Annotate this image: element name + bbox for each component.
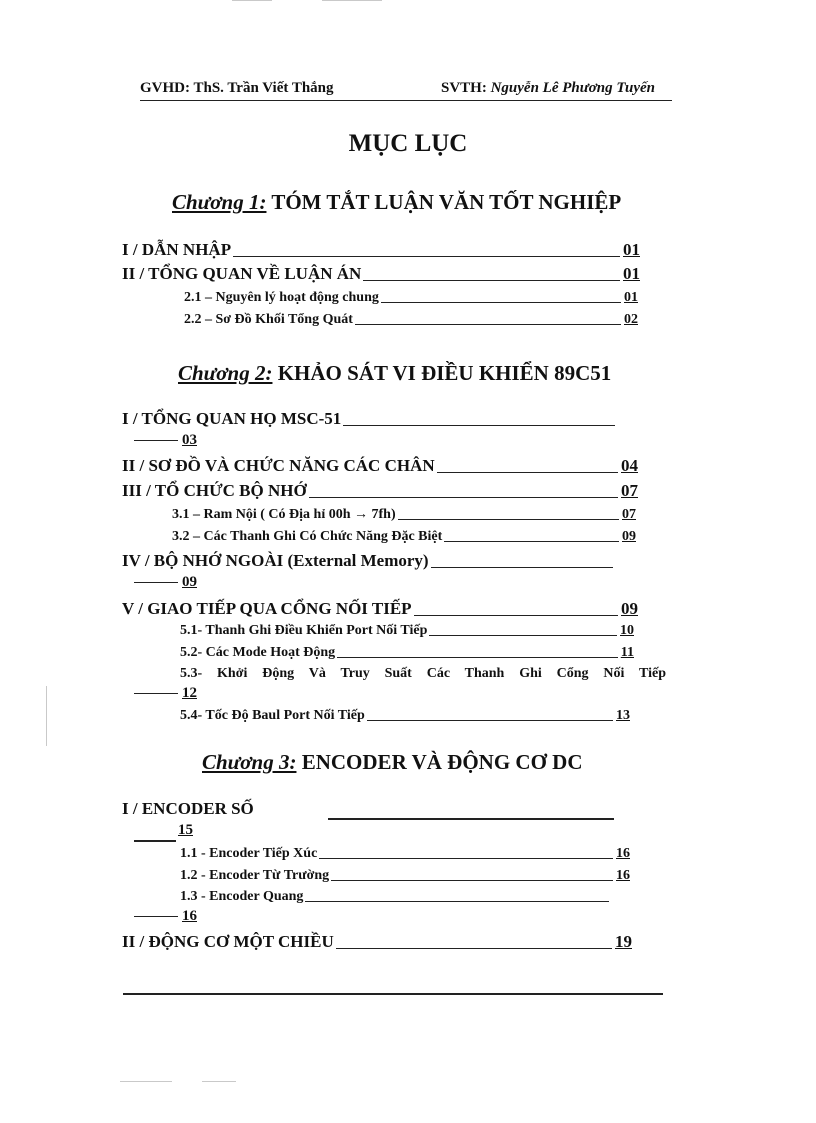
toc-page: 09 — [182, 574, 197, 590]
toc-page-wrapped — [134, 685, 197, 702]
toc-entry — [180, 846, 630, 862]
toc-leader — [134, 440, 178, 441]
toc-leader — [328, 818, 614, 820]
toc-leader — [398, 519, 619, 520]
toc-entry — [122, 456, 638, 476]
toc-entry-text: 5.1- Thanh Ghi Điều Khiển Port Nối Tiếp — [180, 623, 428, 638]
toc-leader — [444, 541, 619, 542]
toc-entry — [184, 290, 638, 306]
page-title: MỤC LỤC — [348, 130, 468, 157]
toc-leader — [414, 615, 618, 616]
toc-leader — [431, 567, 613, 568]
toc-leader — [134, 840, 176, 842]
toc-page: 09 — [621, 599, 638, 618]
chapter-3-heading — [202, 750, 583, 775]
toc-entry — [122, 240, 640, 260]
toc-entry-text: II / SƠ ĐỒ VÀ CHỨC NĂNG CÁC CHÂN — [122, 456, 435, 475]
student-prefix: SVTH: — [441, 80, 487, 96]
toc-leader — [331, 880, 613, 881]
toc-leader — [233, 256, 620, 257]
toc-entry — [180, 645, 634, 661]
scan-mark — [120, 1081, 172, 1082]
chapter-3-title: ENCODER VÀ ĐỘNG CƠ DC — [301, 750, 583, 774]
toc-leader — [363, 280, 620, 281]
toc-leader — [437, 472, 618, 473]
toc-page: 03 — [182, 432, 197, 448]
toc-entry — [180, 708, 630, 724]
toc-page: 16 — [182, 908, 197, 924]
toc-entry — [184, 312, 638, 328]
toc-entry-text: 1.2 - Encoder Từ Trường — [180, 868, 330, 883]
toc-page: 12 — [182, 685, 197, 701]
toc-entry-text: I / TỔNG QUAN HỌ MSC-51 — [122, 409, 342, 428]
toc-page: 04 — [621, 456, 638, 475]
toc-entry-text: 1.3 - Encoder Quang — [180, 889, 304, 904]
toc-leader — [337, 657, 618, 658]
toc-page: 01 — [624, 290, 638, 305]
toc-entry — [122, 409, 618, 429]
toc-entry — [172, 507, 636, 523]
toc-page: 10 — [620, 623, 634, 638]
toc-page: 02 — [624, 312, 638, 327]
toc-entry-text: 3.1 – Ram Nội ( Có Địa hỉ 00h → 7fh) — [172, 507, 396, 522]
toc-leader — [355, 324, 621, 325]
toc-entry-text: 1.1 - Encoder Tiếp Xúc — [180, 846, 318, 861]
toc-entry-text: II / TỔNG QUAN VỀ LUẬN ÁN — [122, 264, 362, 283]
toc-entry — [122, 599, 638, 619]
toc-entry — [122, 264, 640, 284]
toc-entry-text: 5.2- Các Mode Hoạt Động — [180, 645, 336, 660]
scan-mark — [322, 0, 382, 1]
toc-leader — [336, 948, 612, 949]
toc-entry — [122, 932, 632, 952]
toc-leader — [429, 635, 617, 636]
toc-page: 07 — [621, 481, 638, 500]
toc-entry — [180, 623, 634, 639]
toc-page: 11 — [620, 645, 634, 660]
toc-entry-text: I / DẪN NHẬP — [122, 240, 232, 259]
toc-page-wrapped — [134, 908, 197, 925]
toc-entry — [180, 889, 612, 905]
scan-mark — [202, 1081, 236, 1082]
toc-leader — [305, 901, 609, 902]
chapter-2-heading — [178, 361, 611, 386]
toc-entry-text: 5.3- Khởi Động Và Truy Suất Các Thanh Ghi Cổng Nối Tiếp — [180, 666, 666, 681]
toc-leader — [381, 302, 621, 303]
toc-entry-text: III / TỔ CHỨC BỘ NHỚ — [122, 481, 307, 500]
toc-leader — [134, 693, 178, 694]
chapter-2-label: Chương 2: — [178, 361, 273, 385]
chapter-2-title: KHẢO SÁT VI ĐIỀU KHIỂN 89C51 — [277, 361, 612, 385]
toc-page: 13 — [616, 708, 630, 723]
toc-entry — [122, 481, 638, 501]
toc-leader — [367, 720, 613, 721]
advisor-label: GVHD: ThS. Trần Viết Thắng — [140, 80, 334, 96]
toc-leader — [134, 582, 178, 583]
toc-entry — [122, 551, 616, 571]
toc-entry-text: IV / BỘ NHỚ NGOÀI (External Memory) — [122, 551, 429, 570]
toc-entry — [180, 868, 630, 884]
toc-entry-text: 2.2 – Sơ Đồ Khối Tổng Quát — [184, 312, 353, 327]
toc-entry-text: 5.4- Tốc Độ Baul Port Nối Tiếp — [180, 708, 365, 723]
toc-leader — [319, 858, 613, 859]
scan-mark — [232, 0, 272, 1]
toc-page-wrapped — [134, 822, 193, 839]
toc-page-wrapped — [134, 574, 197, 591]
toc-entry-text: II / ĐỘNG CƠ MỘT CHIỀU — [122, 932, 334, 951]
toc-entry-text: I / ENCODER SỐ — [122, 799, 254, 818]
toc-page: 01 — [623, 264, 640, 283]
student-name: Nguyễn Lê Phương Tuyến — [490, 80, 655, 96]
toc-page: 15 — [178, 822, 193, 838]
toc-leader — [343, 425, 615, 426]
chapter-1-title: TÓM TẮT LUẬN VĂN TỐT NGHIỆP — [271, 190, 622, 214]
toc-page: 01 — [623, 240, 640, 259]
toc-page-wrapped — [134, 432, 197, 449]
chapter-3-label: Chương 3: — [202, 750, 297, 774]
chapter-1-label: Chương 1: — [172, 190, 267, 214]
toc-leader — [309, 497, 618, 498]
toc-entry-text: V / GIAO TIẾP QUA CỔNG NỐI TIẾP — [122, 599, 412, 618]
student-label — [441, 80, 655, 97]
scan-mark — [46, 686, 47, 746]
toc-entry-text: 3.2 – Các Thanh Ghi Có Chức Năng Đặc Biệt — [172, 529, 443, 544]
footer-divider — [123, 993, 663, 995]
toc-page: 07 — [622, 507, 636, 522]
toc-page: 09 — [622, 529, 636, 544]
toc-page: 16 — [616, 846, 630, 861]
toc-page: 19 — [615, 932, 632, 951]
toc-leader — [134, 916, 178, 917]
toc-entry — [172, 529, 636, 545]
toc-page: 16 — [616, 868, 630, 883]
header-divider — [140, 100, 672, 101]
toc-entry-text: 2.1 – Nguyên lý hoạt động chung — [184, 290, 379, 305]
chapter-1-heading — [172, 190, 621, 215]
